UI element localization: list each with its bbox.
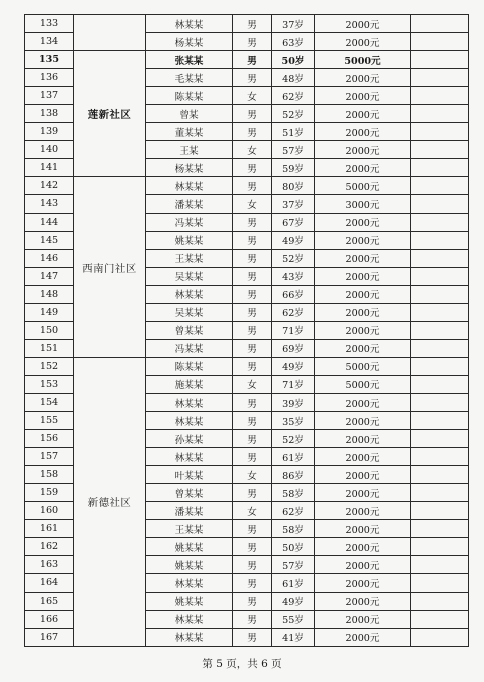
person-name-cell: 林某某 (146, 610, 233, 628)
amount-cell: 2000元 (315, 339, 411, 357)
remarks-cell (411, 556, 469, 574)
remarks-cell (411, 213, 469, 231)
gender-cell: 女 (233, 466, 272, 484)
age-cell: 63岁 (272, 33, 315, 51)
gender-cell: 男 (233, 538, 272, 556)
person-name-cell: 董某某 (146, 123, 233, 141)
age-cell: 49岁 (272, 357, 315, 375)
age-cell: 71岁 (272, 321, 315, 339)
row-number-cell: 135 (25, 51, 74, 69)
table-row (25, 177, 469, 195)
person-name-cell: 潘某某 (146, 195, 233, 213)
person-name-cell: 姚某某 (146, 538, 233, 556)
remarks-cell (411, 159, 469, 177)
person-name-cell: 冯某某 (146, 213, 233, 231)
row-number-cell: 152 (25, 357, 74, 375)
amount-cell: 2000元 (315, 538, 411, 556)
person-name-cell: 姚某某 (146, 556, 233, 574)
age-cell: 49岁 (272, 231, 315, 249)
gender-cell: 男 (233, 123, 272, 141)
row-number-cell: 143 (25, 195, 74, 213)
person-name-cell: 林某某 (146, 393, 233, 411)
row-number-cell: 146 (25, 249, 74, 267)
gender-cell: 男 (233, 592, 272, 610)
age-cell: 69岁 (272, 339, 315, 357)
row-number-cell: 138 (25, 105, 74, 123)
row-number-cell: 165 (25, 592, 74, 610)
row-number-cell: 147 (25, 267, 74, 285)
age-cell: 37岁 (272, 195, 315, 213)
remarks-cell (411, 375, 469, 393)
age-cell: 52岁 (272, 430, 315, 448)
person-name-cell: 林某某 (146, 412, 233, 430)
person-name-cell: 陈某某 (146, 87, 233, 105)
row-number-cell: 142 (25, 177, 74, 195)
gender-cell: 男 (233, 357, 272, 375)
age-cell: 50岁 (272, 538, 315, 556)
person-name-cell: 林某某 (146, 574, 233, 592)
amount-cell: 2000元 (315, 520, 411, 538)
remarks-cell (411, 195, 469, 213)
gender-cell: 男 (233, 267, 272, 285)
remarks-cell (411, 628, 469, 646)
person-name-cell: 陈某某 (146, 357, 233, 375)
age-cell: 62岁 (272, 502, 315, 520)
table-row (25, 51, 469, 69)
person-name-cell: 林某某 (146, 15, 233, 33)
gender-cell: 男 (233, 430, 272, 448)
remarks-cell (411, 87, 469, 105)
row-number-cell: 149 (25, 303, 74, 321)
amount-cell: 2000元 (315, 159, 411, 177)
person-name-cell: 王某某 (146, 520, 233, 538)
person-name-cell: 林某某 (146, 448, 233, 466)
remarks-cell (411, 231, 469, 249)
remarks-cell (411, 267, 469, 285)
amount-cell: 2000元 (315, 628, 411, 646)
row-number-cell: 150 (25, 321, 74, 339)
amount-cell: 2000元 (315, 15, 411, 33)
amount-cell: 2000元 (315, 231, 411, 249)
amount-cell: 2000元 (315, 213, 411, 231)
amount-cell: 2000元 (315, 321, 411, 339)
age-cell: 49岁 (272, 592, 315, 610)
person-name-cell: 杨某某 (146, 33, 233, 51)
person-name-cell: 吴某某 (146, 267, 233, 285)
person-name-cell: 潘某某 (146, 502, 233, 520)
age-cell: 59岁 (272, 159, 315, 177)
amount-cell: 2000元 (315, 393, 411, 411)
remarks-cell (411, 285, 469, 303)
remarks-cell (411, 412, 469, 430)
row-number-cell: 167 (25, 628, 74, 646)
person-name-cell: 冯某某 (146, 339, 233, 357)
remarks-cell (411, 339, 469, 357)
gender-cell: 女 (233, 87, 272, 105)
amount-cell: 2000元 (315, 466, 411, 484)
gender-cell: 男 (233, 520, 272, 538)
amount-cell: 2000元 (315, 285, 411, 303)
amount-cell: 2000元 (315, 141, 411, 159)
amount-cell: 2000元 (315, 556, 411, 574)
amount-cell: 2000元 (315, 574, 411, 592)
amount-cell: 2000元 (315, 123, 411, 141)
age-cell: 62岁 (272, 87, 315, 105)
amount-cell: 2000元 (315, 105, 411, 123)
person-name-cell: 施某某 (146, 375, 233, 393)
gender-cell: 女 (233, 375, 272, 393)
age-cell: 55岁 (272, 610, 315, 628)
person-name-cell: 叶某某 (146, 466, 233, 484)
gender-cell: 男 (233, 249, 272, 267)
amount-cell: 5000元 (315, 177, 411, 195)
row-number-cell: 164 (25, 574, 74, 592)
gender-cell: 男 (233, 321, 272, 339)
row-number-cell: 154 (25, 393, 74, 411)
amount-cell: 5000元 (315, 357, 411, 375)
remarks-cell (411, 33, 469, 51)
remarks-cell (411, 448, 469, 466)
age-cell: 37岁 (272, 15, 315, 33)
person-name-cell: 王某某 (146, 249, 233, 267)
gender-cell: 男 (233, 484, 272, 502)
remarks-cell (411, 574, 469, 592)
person-name-cell: 曾某 (146, 105, 233, 123)
amount-cell: 2000元 (315, 448, 411, 466)
row-number-cell: 145 (25, 231, 74, 249)
age-cell: 62岁 (272, 303, 315, 321)
amount-cell: 2000元 (315, 484, 411, 502)
amount-cell: 2000元 (315, 303, 411, 321)
gender-cell: 男 (233, 339, 272, 357)
age-cell: 66岁 (272, 285, 315, 303)
amount-cell: 5000元 (315, 375, 411, 393)
community-cell: 西南门社区 (74, 177, 146, 357)
gender-cell: 女 (233, 195, 272, 213)
age-cell: 35岁 (272, 412, 315, 430)
person-name-cell: 林某某 (146, 285, 233, 303)
gender-cell: 男 (233, 393, 272, 411)
age-cell: 52岁 (272, 105, 315, 123)
remarks-cell (411, 123, 469, 141)
subsidy-roster-table (24, 14, 469, 647)
amount-cell: 2000元 (315, 610, 411, 628)
age-cell: 48岁 (272, 69, 315, 87)
row-number-cell: 162 (25, 538, 74, 556)
amount-cell: 2000元 (315, 69, 411, 87)
amount-cell: 2000元 (315, 502, 411, 520)
gender-cell: 男 (233, 69, 272, 87)
age-cell: 61岁 (272, 448, 315, 466)
gender-cell: 男 (233, 556, 272, 574)
age-cell: 52岁 (272, 249, 315, 267)
community-cell: 莲新社区 (74, 51, 146, 177)
age-cell: 58岁 (272, 484, 315, 502)
remarks-cell (411, 177, 469, 195)
remarks-cell (411, 303, 469, 321)
gender-cell: 男 (233, 159, 272, 177)
row-number-cell: 136 (25, 69, 74, 87)
remarks-cell (411, 610, 469, 628)
gender-cell: 男 (233, 610, 272, 628)
gender-cell: 男 (233, 51, 272, 69)
amount-cell: 2000元 (315, 267, 411, 285)
amount-cell: 2000元 (315, 430, 411, 448)
row-number-cell: 156 (25, 430, 74, 448)
gender-cell: 男 (233, 15, 272, 33)
person-name-cell: 曾某某 (146, 321, 233, 339)
age-cell: 57岁 (272, 141, 315, 159)
gender-cell: 女 (233, 502, 272, 520)
remarks-cell (411, 51, 469, 69)
row-number-cell: 144 (25, 213, 74, 231)
gender-cell: 男 (233, 448, 272, 466)
row-number-cell: 137 (25, 87, 74, 105)
remarks-cell (411, 321, 469, 339)
age-cell: 39岁 (272, 393, 315, 411)
remarks-cell (411, 502, 469, 520)
remarks-cell (411, 592, 469, 610)
amount-cell: 2000元 (315, 412, 411, 430)
gender-cell: 男 (233, 574, 272, 592)
row-number-cell: 157 (25, 448, 74, 466)
row-number-cell: 141 (25, 159, 74, 177)
page-footer: 第 5 页，共 6 页 (202, 658, 282, 670)
row-number-cell: 140 (25, 141, 74, 159)
remarks-cell (411, 69, 469, 87)
row-number-cell: 155 (25, 412, 74, 430)
gender-cell: 男 (233, 177, 272, 195)
amount-cell: 2000元 (315, 249, 411, 267)
person-name-cell: 孙某某 (146, 430, 233, 448)
row-number-cell: 133 (25, 15, 74, 33)
person-name-cell: 吴某某 (146, 303, 233, 321)
age-cell: 51岁 (272, 123, 315, 141)
age-cell: 50岁 (272, 51, 315, 69)
row-number-cell: 139 (25, 123, 74, 141)
person-name-cell: 王某 (146, 141, 233, 159)
gender-cell: 男 (233, 105, 272, 123)
remarks-cell (411, 105, 469, 123)
age-cell: 43岁 (272, 267, 315, 285)
person-name-cell: 姚某某 (146, 592, 233, 610)
age-cell: 61岁 (272, 574, 315, 592)
person-name-cell: 姚某某 (146, 231, 233, 249)
gender-cell: 女 (233, 141, 272, 159)
remarks-cell (411, 430, 469, 448)
person-name-cell: 林某某 (146, 177, 233, 195)
gender-cell: 男 (233, 231, 272, 249)
remarks-cell (411, 15, 469, 33)
remarks-cell (411, 538, 469, 556)
amount-cell: 2000元 (315, 592, 411, 610)
row-number-cell: 134 (25, 33, 74, 51)
person-name-cell: 张某某 (146, 51, 233, 69)
person-name-cell: 杨某某 (146, 159, 233, 177)
remarks-cell (411, 249, 469, 267)
row-number-cell: 151 (25, 339, 74, 357)
row-number-cell: 166 (25, 610, 74, 628)
gender-cell: 男 (233, 285, 272, 303)
row-number-cell: 153 (25, 375, 74, 393)
row-number-cell: 158 (25, 466, 74, 484)
age-cell: 57岁 (272, 556, 315, 574)
row-number-cell: 163 (25, 556, 74, 574)
remarks-cell (411, 393, 469, 411)
age-cell: 41岁 (272, 628, 315, 646)
table-row (25, 15, 469, 33)
remarks-cell (411, 141, 469, 159)
row-number-cell: 161 (25, 520, 74, 538)
age-cell: 67岁 (272, 213, 315, 231)
amount-cell: 3000元 (315, 195, 411, 213)
gender-cell: 男 (233, 628, 272, 646)
amount-cell: 2000元 (315, 33, 411, 51)
community-cell: 新德社区 (74, 357, 146, 646)
age-cell: 58岁 (272, 520, 315, 538)
age-cell: 86岁 (272, 466, 315, 484)
person-name-cell: 曾某某 (146, 484, 233, 502)
person-name-cell: 林某某 (146, 628, 233, 646)
table-row (25, 357, 469, 375)
community-cell (74, 15, 146, 51)
gender-cell: 男 (233, 213, 272, 231)
roster-body (25, 15, 469, 647)
row-number-cell: 148 (25, 285, 74, 303)
gender-cell: 男 (233, 412, 272, 430)
remarks-cell (411, 484, 469, 502)
gender-cell: 男 (233, 303, 272, 321)
person-name-cell: 毛某某 (146, 69, 233, 87)
remarks-cell (411, 357, 469, 375)
age-cell: 80岁 (272, 177, 315, 195)
amount-cell: 5000元 (315, 51, 411, 69)
row-number-cell: 159 (25, 484, 74, 502)
gender-cell: 男 (233, 33, 272, 51)
age-cell: 71岁 (272, 375, 315, 393)
amount-cell: 2000元 (315, 87, 411, 105)
row-number-cell: 160 (25, 502, 74, 520)
remarks-cell (411, 466, 469, 484)
remarks-cell (411, 520, 469, 538)
